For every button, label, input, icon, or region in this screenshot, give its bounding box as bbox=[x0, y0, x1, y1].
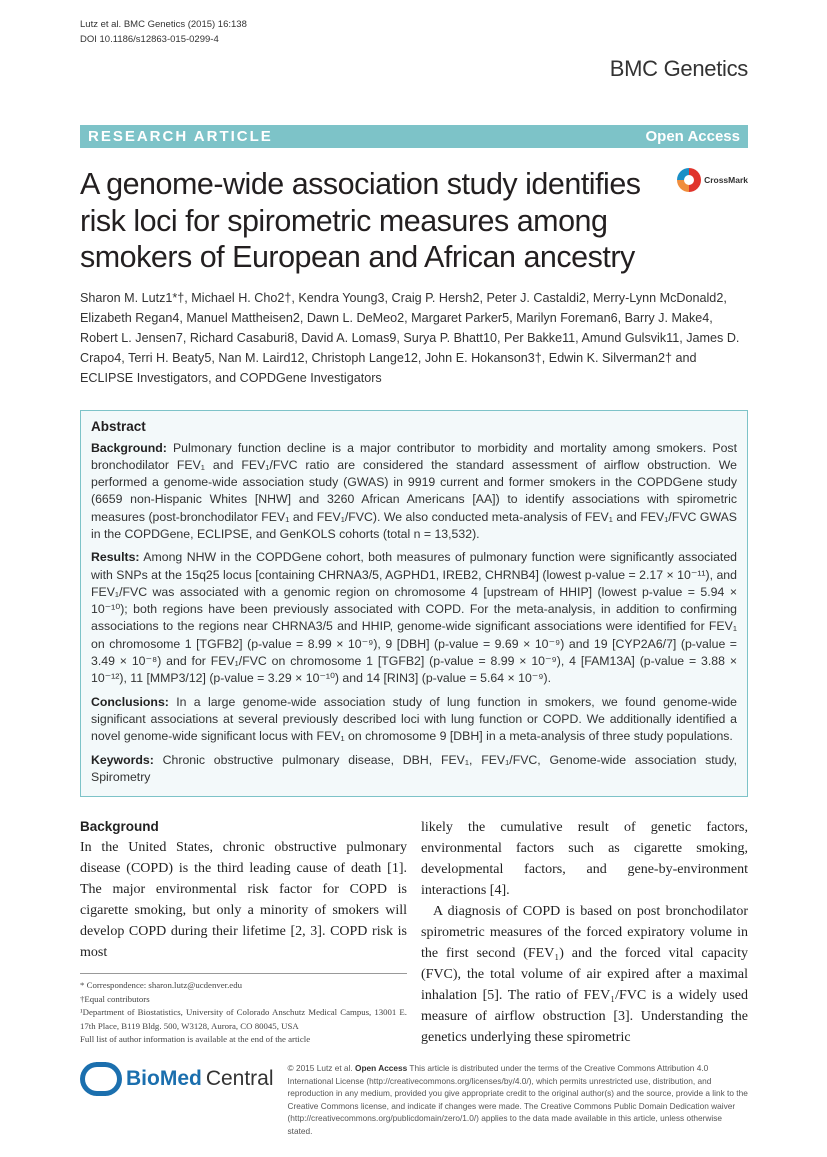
biomed-central-logo bbox=[80, 1062, 274, 1096]
title-row bbox=[80, 166, 748, 276]
abstract-background bbox=[91, 440, 737, 544]
affiliation-note: ¹Department of Biostatistics, University of Colorado Anschutz Medical Campus, 13001 E. 17th Place, B119 Bldg. 500, W3128, Aurora, CO 80045, USA bbox=[80, 1007, 407, 1031]
section-text: Chronic obstructive pulmonary disease, DBH, FEV₁, FEV₁/FVC, Genome-wide association study, Spirometry bbox=[91, 752, 737, 784]
copyright: © 2015 Lutz et al. bbox=[287, 1063, 355, 1074]
body-paragraph: In the United States, chronic obstructive pulmonary disease (COPD) is the third leading cause of death [1]. The major environmental risk factor for COPD is cigarette smoking, but only a minority of smokers will develop COPD during their lifetime [2, 3]. COPD risk is most bbox=[80, 840, 407, 961]
license-open-access: Open Access bbox=[355, 1063, 408, 1074]
journal-name: BMC Genetics bbox=[609, 56, 748, 81]
correspondence-note: * Correspondence: sharon.lutz@ucdenver.edu bbox=[80, 980, 242, 991]
section-heading-background: Background bbox=[80, 819, 159, 835]
crossmark-button[interactable] bbox=[677, 168, 748, 192]
license-body: This article is distributed under the terms of the Creative Commons Attribution 4.0 International License (http://creativecommons.org/licenses/by/4.0/), which permits unrestricted use, distribution, and reproduction in any medium, provided you give appropriate credit to the original author(s) and the source, provide a link to the Creative Commons license, and indicate if changes were made. The Creative Commons Public Domain Dedication waiver (http://creativecommons.org/publicdomain/zero/1.0/) applies to the data made available in this article, unless otherwise stated. bbox=[287, 1063, 748, 1136]
body-right-column bbox=[421, 817, 748, 1048]
article-title: A genome-wide association study identifies risk loci for spirometric measures among smokers of European and African ancestry bbox=[80, 167, 641, 274]
section-text: Among NHW in the COPDGene cohort, both measures of pulmonary function were significantly associated with SNPs at the 15q25 locus [containing CHRNA3/5, AGPHD1, IREB2, CHRNB4] (lowest p-value = 2.17 × 10⁻¹¹), and FEV₁/FVC was associated with a genomic region on chromosome 4 [upstream of HHIP] (lowest p-value = 5.94 × 10⁻¹⁰); both regions have been previously associated with COPD. For the meta-analysis, in addition to confirming associations to the regions near CHRNA3/5 and HHIP, genome-wide significant associations were identified for FEV₁ on chromosome 1 [TGFB2] (p-value = 8.99 × 10⁻⁹), 9 [DBH] (p-value = 9.69 × 10⁻⁹) and 19 [CYP2A6/7] (p-value = 3.49 × 10⁻⁸) and for FEV₁/FVC on chromosome 1 [TGFB2] (p-value = 8.99 × 10⁻⁹), 4 [FAM13A] (p-value = 3.88 × 10⁻¹²), 11 [MMP3/12] (p-value = 3.29 × 10⁻¹⁰) and 14 [RIN3] (p-value = 5.64 × 10⁻⁹). bbox=[91, 550, 737, 686]
open-access-label: Open Access bbox=[645, 128, 740, 145]
body-columns bbox=[80, 817, 748, 1048]
body-paragraph: likely the cumulative result of genetic factors, environmental factors such as cigarette smoking, developmental factors, and gene-by-environment interactions [4]. bbox=[421, 820, 748, 899]
article-banner bbox=[80, 125, 748, 148]
logo-bracket-icon bbox=[96, 1062, 122, 1096]
logo-text-bold: BioMed bbox=[126, 1067, 202, 1091]
page-header bbox=[80, 17, 748, 125]
body-paragraph: A diagnosis of COPD is based on post bronchodilator spirometric measures of the forced expiratory volume in the first second (FEV₁) and the forced vital capacity (FVC), the total volume of air expired after a maximal inhalation [5]. The ratio of FEV₁/FVC is a widely used measure of airflow obstruction [3]. Understanding the genetics underlying these spirometric bbox=[421, 904, 748, 1046]
doi: DOI 10.1186/s12863-015-0299-4 bbox=[80, 34, 219, 45]
author-list: Sharon M. Lutz1*†, Michael H. Cho2†, Kendra Young3, Craig P. Hersh2, Peter J. Castaldi2, Merry-Lynn McDonald2, Elizabeth Regan4, Manuel Mattheisen2, Dawn L. DeMeo2, Margaret Parker5, Marilyn Foreman6, Barry J. Make4, Robert L. Jensen7, Richard Casaburi8, David A. Lomas9, Surya P. Bhatt10, Per Bakke11, Amund Gulsvik11, James D. Crapo4, Terri H. Beaty5, Nan M. Laird12, Christoph Lange12, John E. Hokanson3†, Edwin K. Silverman2† and ECLIPSE Investigators, and COPDGene Investigators bbox=[80, 290, 740, 385]
equal-contributors-note: †Equal contributors bbox=[80, 993, 150, 1004]
abstract-keywords bbox=[91, 752, 737, 787]
section-label: Keywords: bbox=[91, 752, 154, 767]
crossmark-label: CrossMark bbox=[704, 175, 748, 185]
section-text: Pulmonary function decline is a major contributor to morbidity and mortality among smokers. Post bronchodilator FEV₁ and FEV₁/FVC ratio are considered the standard assessment of airflow obstruction. We performed a genome-wide association study (GWAS) in 9919 current and former smokers in the COPDGene study (6659 non-Hispanic Whites [NHW] and 3260 African Americans [AA]) to identify associations with spirometric measures (post-bronchodilator FEV₁ and FEV₁/FVC). We also conducted meta-analysis of FEV₁ and FEV₁/FVC GWAS in the COPDGene, ECLIPSE, and GenKOLS cohorts (total n = 13,532). bbox=[91, 440, 737, 541]
body-left-column bbox=[80, 817, 407, 1048]
footnotes bbox=[80, 979, 407, 1047]
author-info-note: Full list of author information is available at the end of the article bbox=[80, 1034, 311, 1045]
abstract-conclusions bbox=[91, 694, 737, 746]
section-label: Background: bbox=[91, 440, 167, 455]
section-label: Results: bbox=[91, 550, 140, 565]
section-label: Conclusions: bbox=[91, 694, 169, 709]
section-text: In a large genome-wide association study of lung function in smokers, we found genome-wide significant associations at several previously described loci with lung function or COPD. We additionally identified a novel genome-wide significant locus with FEV₁ on chromosome 9 [DBH] in a meta-analysis of three study populations. bbox=[91, 694, 737, 744]
footnote-divider bbox=[80, 973, 407, 974]
abstract-heading: Abstract bbox=[91, 418, 146, 434]
abstract-box bbox=[80, 410, 748, 798]
crossmark-icon bbox=[677, 168, 701, 192]
logo-text-regular: Central bbox=[205, 1067, 274, 1091]
page-footer bbox=[80, 1062, 748, 1137]
license-text bbox=[288, 1062, 748, 1137]
abstract-results bbox=[91, 549, 737, 687]
citation-block bbox=[80, 17, 247, 47]
article-type: RESEARCH ARTICLE bbox=[88, 128, 273, 145]
citation: Lutz et al. BMC Genetics (2015) 16:138 bbox=[80, 19, 247, 30]
